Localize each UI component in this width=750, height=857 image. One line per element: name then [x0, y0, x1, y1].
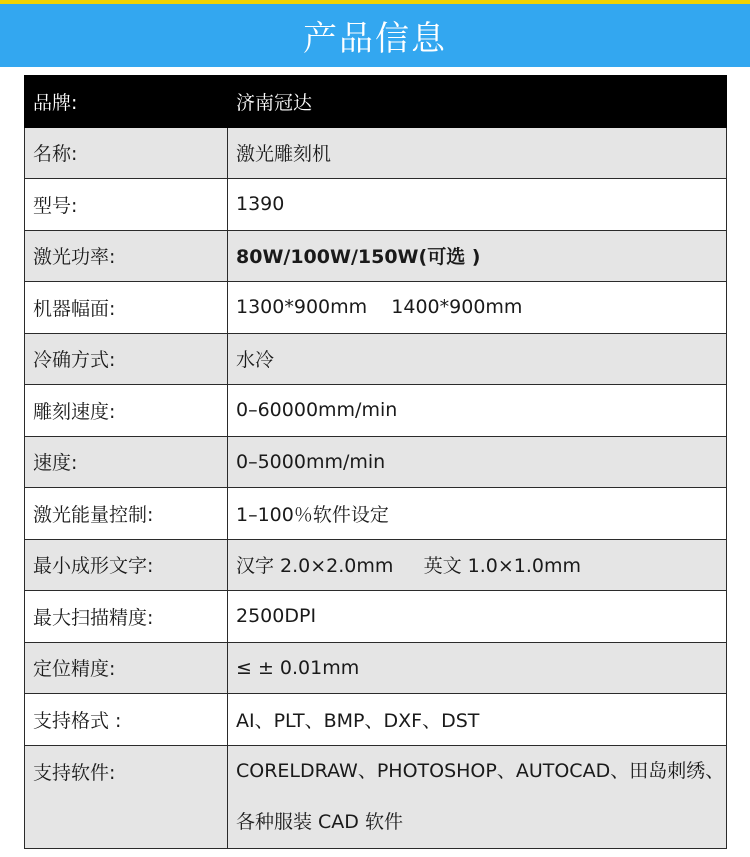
spec-value: 2500DPI — [228, 591, 727, 643]
spec-row-model — [25, 179, 727, 231]
spec-value: 济南冠达 — [228, 76, 727, 128]
spec-row-name — [25, 127, 727, 179]
spec-label: 机器幅面: — [25, 282, 228, 334]
banner-title: 产品信息 — [303, 19, 447, 59]
spec-label: 支持格式 : — [25, 694, 228, 746]
spec-row-formats — [25, 694, 727, 746]
spec-row-brand — [25, 76, 727, 128]
spec-row-laser-power — [25, 230, 727, 282]
spec-value — [228, 745, 727, 848]
spec-value: 激光雕刻机 — [228, 127, 727, 179]
spec-label: 最小成形文字: — [25, 539, 228, 591]
spec-value: 水冷 — [228, 333, 727, 385]
spec-row-scan-precision — [25, 591, 727, 643]
spec-row-software — [25, 745, 727, 848]
spec-label: 激光功率: — [25, 230, 228, 282]
spec-value: 汉字 2.0×2.0mm 英文 1.0×1.0mm — [228, 539, 727, 591]
section-banner — [0, 4, 750, 67]
spec-row-engrave-speed — [25, 385, 727, 437]
spec-value: 0–5000mm/min — [228, 436, 727, 488]
spec-label: 品牌: — [25, 76, 228, 128]
spec-value: 80W/100W/150W(可选 ) — [228, 230, 727, 282]
spec-row-min-text — [25, 539, 727, 591]
spec-label: 速度: — [25, 436, 228, 488]
spec-label: 冷确方式: — [25, 333, 228, 385]
spec-label: 定位精度: — [25, 642, 228, 694]
spec-row-cooling — [25, 333, 727, 385]
spec-label: 激光能量控制: — [25, 488, 228, 540]
spec-value: AI、PLT、BMP、DXF、DST — [228, 694, 727, 746]
product-spec-table — [24, 75, 727, 849]
spec-value: 1300*900mm 1400*900mm — [228, 282, 727, 334]
spec-label: 名称: — [25, 127, 228, 179]
spec-value-line: 各种服装 CAD 软件 — [236, 810, 403, 833]
spec-label: 型号: — [25, 179, 228, 231]
spec-value: 0–60000mm/min — [228, 385, 727, 437]
spec-value: 1–100％软件设定 — [228, 488, 727, 540]
spec-value: ≤ ± 0.01mm — [228, 642, 727, 694]
spec-value: 1390 — [228, 179, 727, 231]
spec-row-positioning — [25, 642, 727, 694]
spec-row-energy-control — [25, 488, 727, 540]
spec-label: 最大扫描精度: — [25, 591, 228, 643]
spec-row-work-area — [25, 282, 727, 334]
spec-label: 支持软件: — [25, 745, 228, 848]
spec-row-speed — [25, 436, 727, 488]
spec-label: 雕刻速度: — [25, 385, 228, 437]
spec-value-line: CORELDRAW、PHOTOSHOP、AUTOCAD、田岛刺绣、 — [236, 759, 725, 782]
